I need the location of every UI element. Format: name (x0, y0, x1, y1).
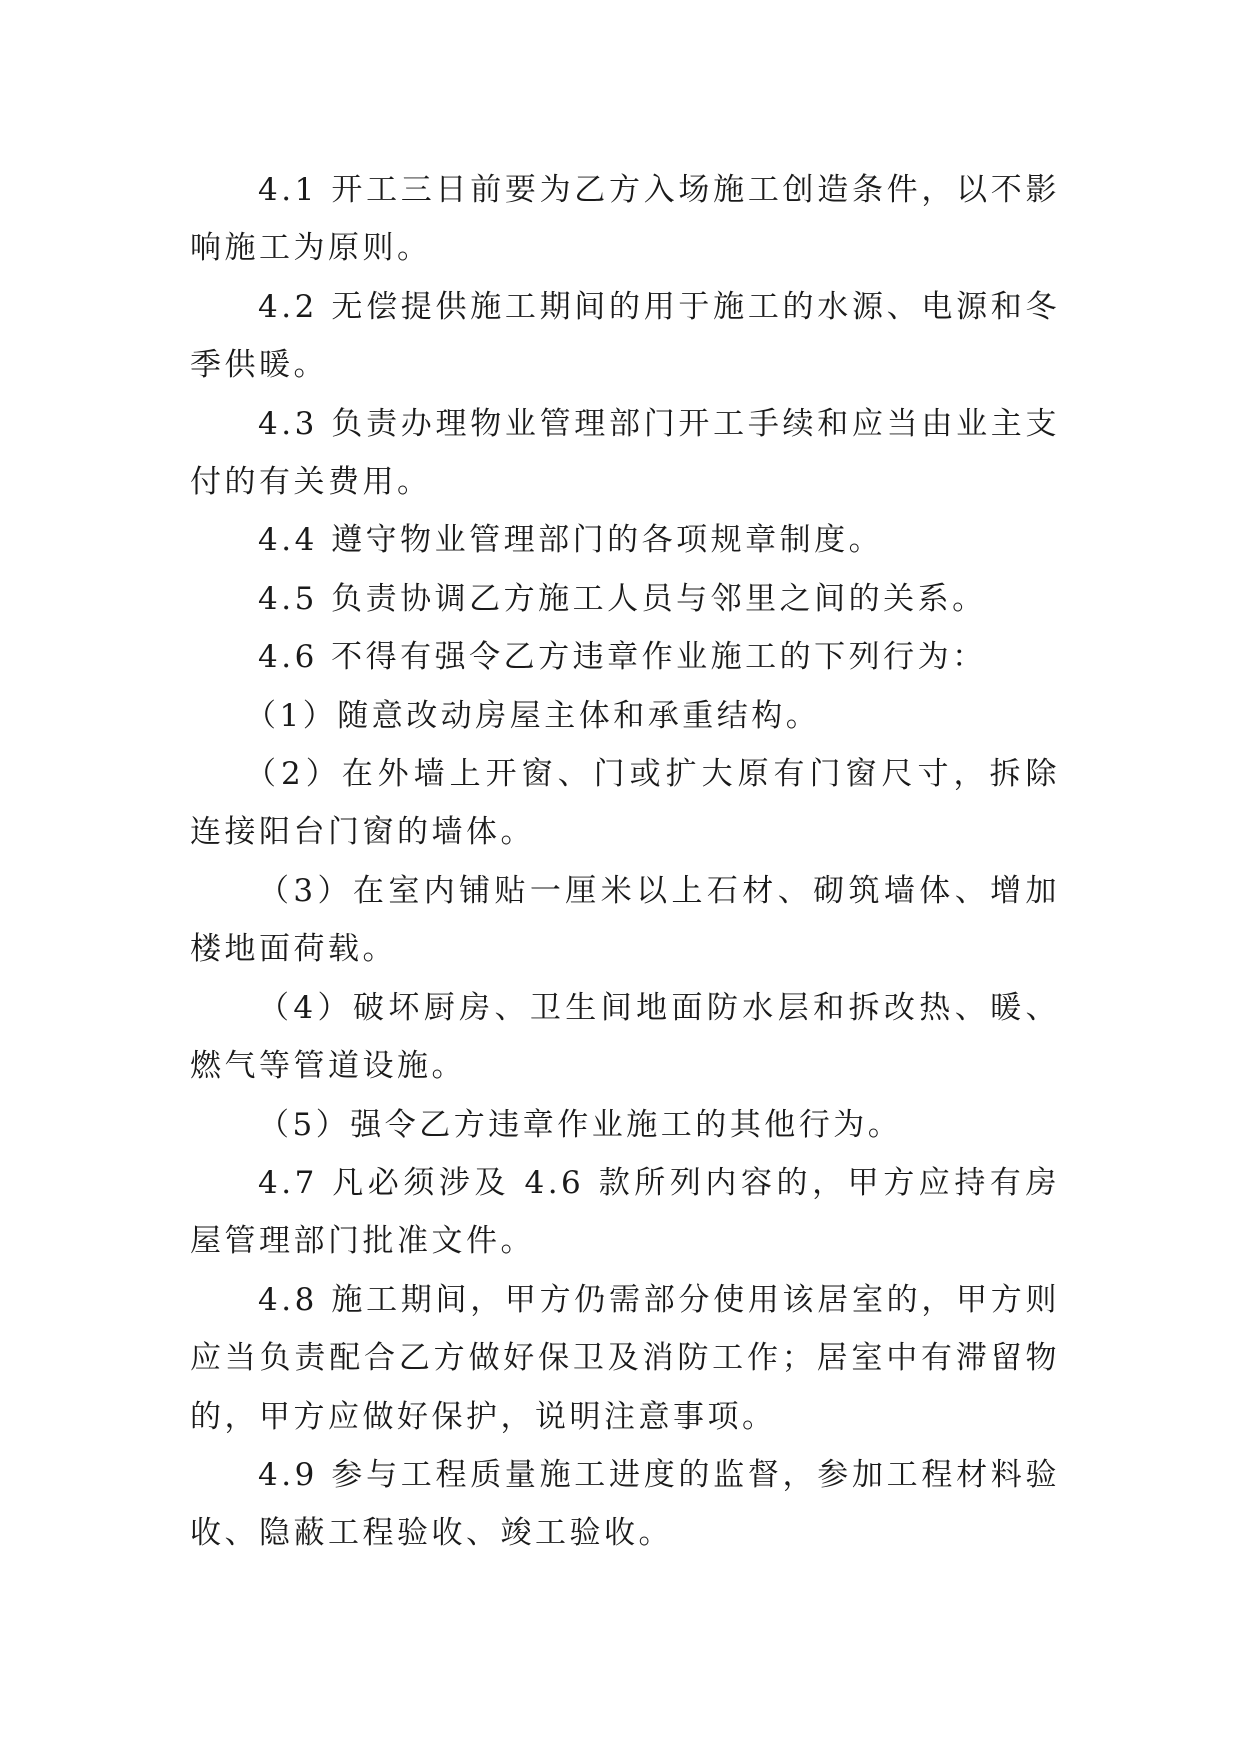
document-body (190, 161, 1060, 1563)
clause-4-4: 4.4 遵守物业管理部门的各项规章制度。 (258, 522, 884, 559)
clause-4-6: 4.6 不得有强令乙方违章作业施工的下列行为： (258, 639, 987, 676)
clause-4-6-item-1: （1）随意改动房屋主体和承重结构。 (245, 697, 821, 734)
clause-4-6-item-4: （4）破坏厨房、卫生间地面防水层和拆改热、暖、燃气等管道设施。 (190, 989, 1060, 1085)
clause-4-9: 4.9 参与工程质量施工进度的监督，参加工程材料验收、隐蔽工程验收、竣工验收。 (190, 1456, 1060, 1552)
clause-4-6-item-5: （5）强令乙方违章作业施工的其他行为。 (258, 1106, 903, 1143)
clause-4-2: 4.2 无偿提供施工期间的用于施工的水源、电源和冬季供暖。 (190, 288, 1060, 384)
clause-4-1: 4.1 开工三日前要为乙方入场施工创造条件，以不影响施工为原则。 (190, 172, 1060, 267)
clause-4-7: 4.7 凡必须涉及 4.6 款所列内容的，甲方应持有房屋管理部门批准文件。 (190, 1164, 1060, 1260)
clause-4-6-item-3: （3）在室内铺贴一厘米以上石材、砌筑墙体、增加楼地面荷载。 (190, 872, 1060, 968)
clause-4-8: 4.8 施工期间，甲方仍需部分使用该居室的，甲方则应当负责配合乙方做好保卫及消防工作；居室中有滞留物的，甲方应做好保护，说明注意事项。 (190, 1281, 1060, 1435)
clause-4-5: 4.5 负责协调乙方施工人员与邻里之间的关系。 (258, 580, 987, 617)
clause-4-6-item-2: （2）在外墙上开窗、门或扩大原有门窗尺寸，拆除连接阳台门窗的墙体。 (190, 756, 1060, 851)
clause-4-3: 4.3 负责办理物业管理部门开工手续和应当由业主支付的有关费用。 (190, 405, 1060, 501)
